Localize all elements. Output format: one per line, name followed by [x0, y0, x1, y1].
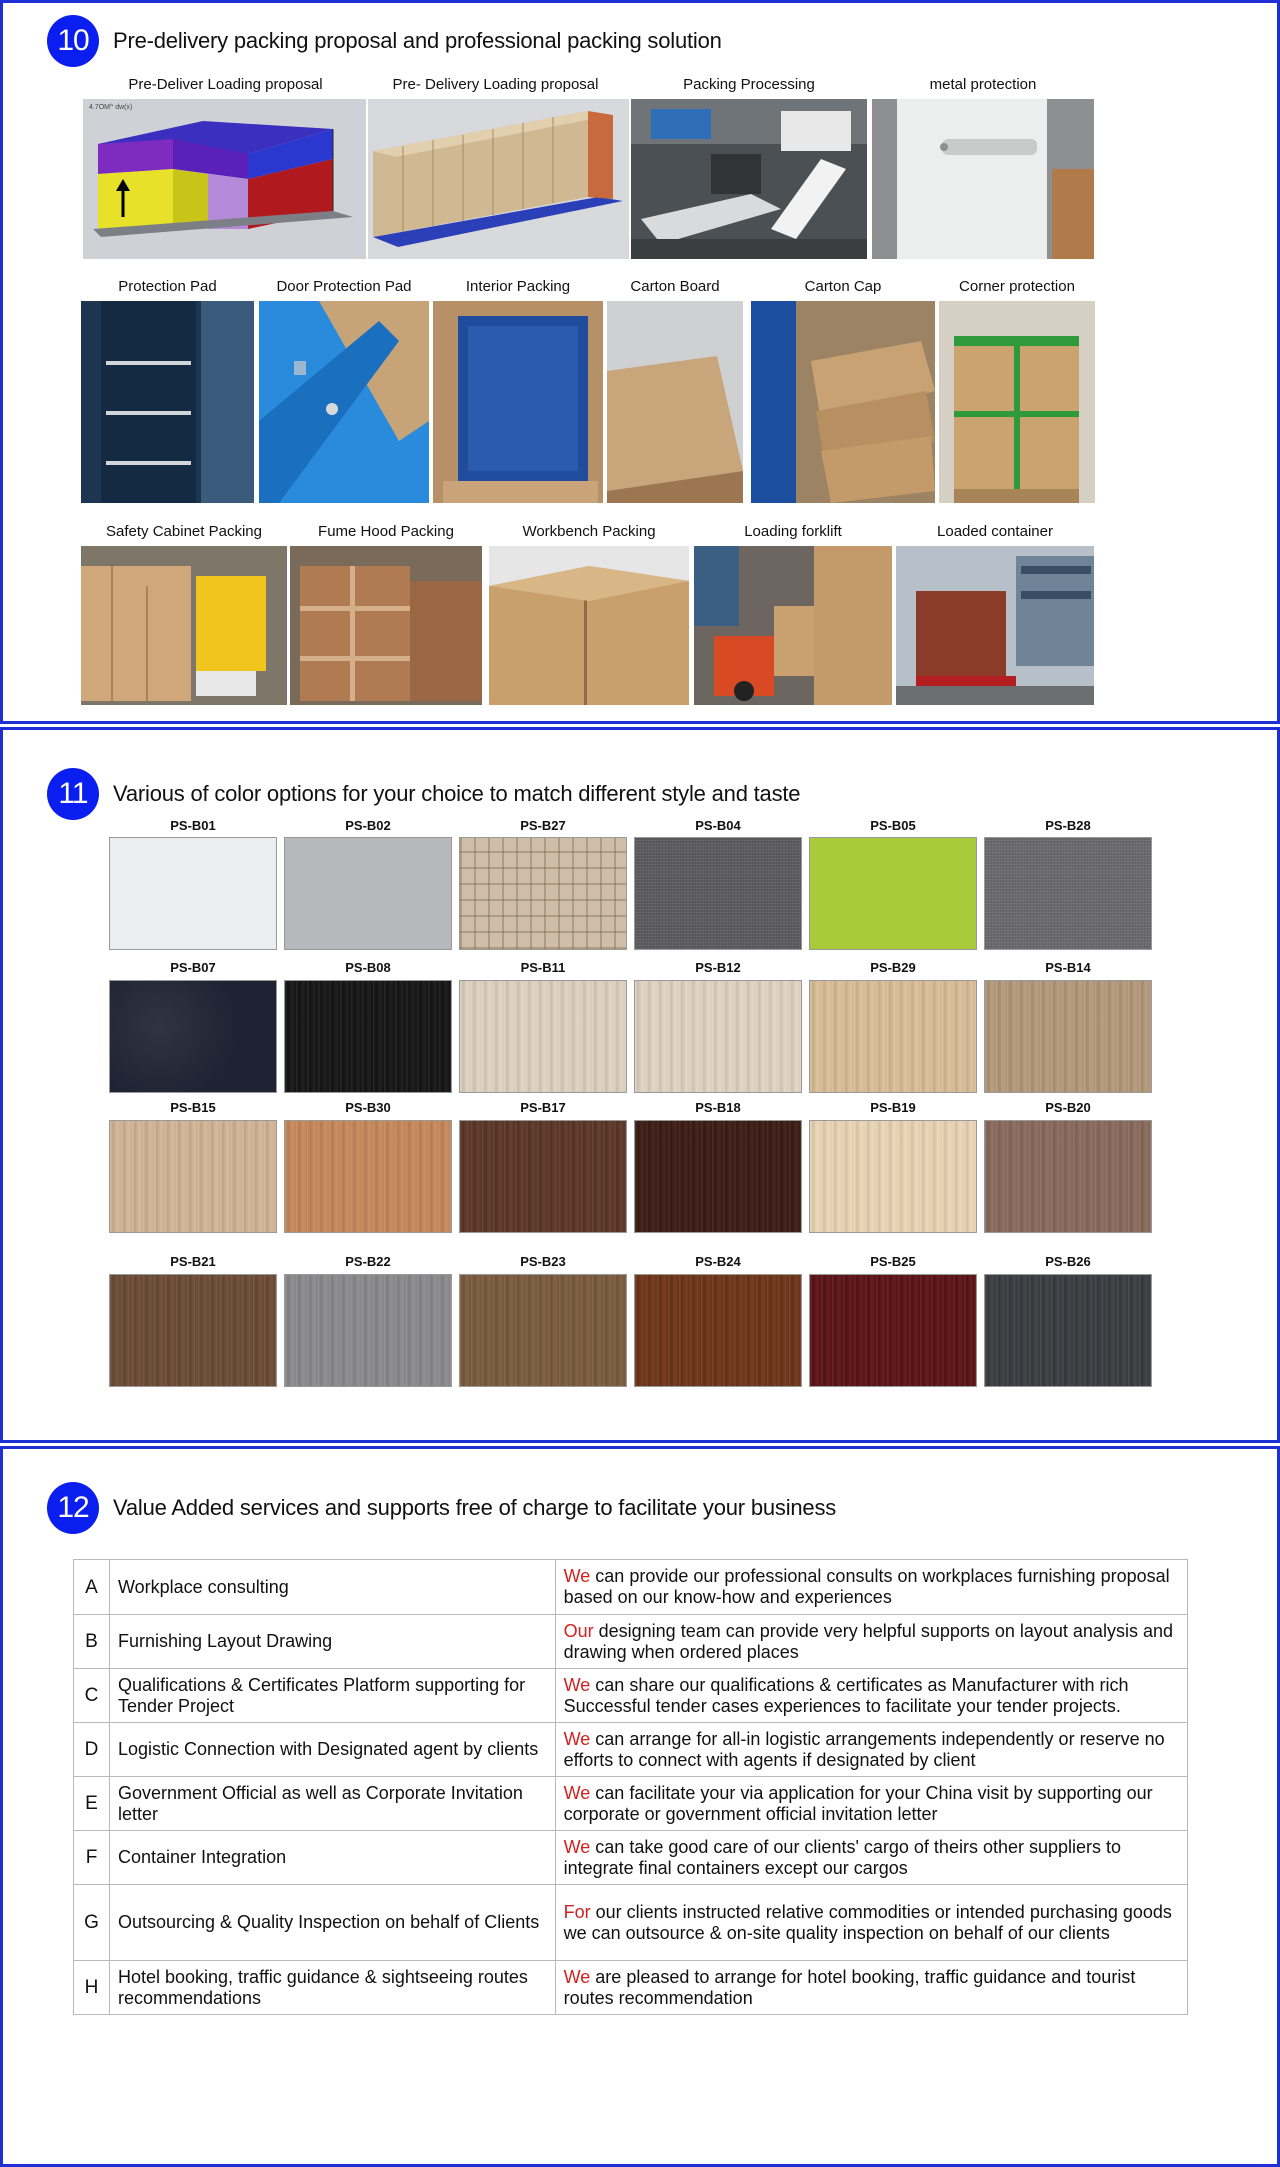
service-name: Qualifications & Certificates Platform supporting for Tender Project: [109, 1669, 555, 1723]
swatch-code: PS-B07: [170, 960, 216, 975]
color-swatch: [459, 837, 627, 950]
swatch-code: PS-B27: [520, 818, 566, 833]
description-text: can share our qualifications & certificates as Manufacturer with rich Successful tender cases experiences to facilitate your tender projects.: [563, 1674, 1129, 1716]
swatch-code: PS-B19: [870, 1100, 916, 1115]
service-description: [555, 1723, 1187, 1777]
swatch-code: PS-B20: [1045, 1100, 1091, 1115]
photo-caption: Workbench Packing: [522, 523, 656, 540]
photo-caption: Pre-Deliver Loading proposal: [128, 76, 323, 93]
section-value-added-services: [0, 1446, 1280, 2167]
carton-board-photo: [607, 301, 743, 503]
swatch-code: PS-B05: [870, 818, 916, 833]
metal-protection-photo: [872, 99, 1094, 259]
swatch-code: PS-B25: [870, 1254, 916, 1269]
section-heading: [47, 1482, 836, 1534]
carton-cap-photo: [751, 301, 935, 503]
color-swatch: [284, 980, 452, 1093]
interior-packing-photo: [433, 301, 603, 503]
service-letter: F: [74, 1831, 110, 1885]
photo-caption: Carton Cap: [804, 278, 882, 295]
service-name: Workplace consulting: [109, 1560, 555, 1615]
service-row: [74, 1669, 1188, 1723]
service-description: [555, 1885, 1187, 1961]
service-description: [555, 1831, 1187, 1885]
description-lead-word: Our: [563, 1620, 594, 1641]
color-swatch: [459, 980, 627, 1093]
photo-caption: Loading forklift: [744, 523, 842, 540]
photo-caption: Protection Pad: [118, 278, 217, 295]
description-lead-word: We: [563, 1966, 591, 1987]
color-swatch: [984, 1274, 1152, 1387]
service-name: Outsourcing & Quality Inspection on behalf of Clients: [109, 1885, 555, 1961]
description-text: designing team can provide very helpful supports on layout analysis and drawing when ordered places: [563, 1620, 1173, 1662]
color-swatch: [634, 837, 802, 950]
workbench-packing-photo: [489, 546, 689, 705]
packing-processing-photo: [631, 99, 867, 259]
color-swatch: [634, 980, 802, 1093]
service-letter: B: [74, 1615, 110, 1669]
services-table: [73, 1559, 1188, 2015]
description-text: are pleased to arrange for hotel booking, traffic guidance and tourist routes recommendation: [563, 1966, 1136, 2008]
photo-caption: Corner protection: [959, 278, 1075, 295]
photo-caption: Interior Packing: [465, 278, 571, 295]
swatch-code: PS-B18: [695, 1100, 741, 1115]
service-row: [74, 1961, 1188, 2015]
color-swatch: [109, 1274, 277, 1387]
swatch-code: PS-B15: [170, 1100, 216, 1115]
swatch-code: PS-B14: [1045, 960, 1091, 975]
color-swatch: [109, 980, 277, 1093]
diagram-label: 4.7OM^ dw(x): [89, 104, 133, 111]
photo-caption: Door Protection Pad: [276, 278, 412, 295]
color-swatch: [109, 1120, 277, 1233]
photo-caption: Fume Hood Packing: [318, 523, 454, 540]
description-text: can provide our professional consults on workplaces furnishing proposal based on our know-how and experiences: [563, 1566, 1170, 1607]
color-swatch: [984, 837, 1152, 950]
swatch-code: PS-B01: [170, 818, 216, 833]
description-text: can take good care of our clients' cargo of theirs other suppliers to integrate final containers except our cargos: [563, 1836, 1122, 1878]
loaded-container-photo: [896, 546, 1094, 705]
service-description: [555, 1669, 1187, 1723]
service-letter: A: [74, 1560, 110, 1615]
swatch-code: PS-B26: [1045, 1254, 1091, 1269]
photo-caption: Packing Processing: [683, 76, 815, 93]
door-protection-pad-photo: [259, 301, 429, 503]
color-swatch: [459, 1274, 627, 1387]
color-swatch: [634, 1274, 802, 1387]
color-swatch: [459, 1120, 627, 1233]
swatch-code: PS-B23: [520, 1254, 566, 1269]
corner-protection-photo: [939, 301, 1095, 503]
swatch-code: PS-B02: [345, 818, 391, 833]
description-lead-word: We: [563, 1836, 591, 1857]
swatch-code: PS-B24: [695, 1254, 741, 1269]
description-lead-word: For: [563, 1901, 591, 1922]
color-swatch: [284, 1120, 452, 1233]
service-letter: H: [74, 1961, 110, 2015]
photo-caption: Safety Cabinet Packing: [106, 523, 262, 540]
service-row: [74, 1777, 1188, 1831]
service-letter: E: [74, 1777, 110, 1831]
swatch-code: PS-B29: [870, 960, 916, 975]
service-row: [74, 1560, 1188, 1615]
service-name: Furnishing Layout Drawing: [109, 1615, 555, 1669]
loading-proposal-container-image: [368, 99, 629, 259]
service-row: [74, 1723, 1188, 1777]
description-lead-word: We: [563, 1566, 591, 1586]
description-lead-word: We: [563, 1674, 591, 1695]
section-packing: [0, 0, 1280, 724]
service-letter: D: [74, 1723, 110, 1777]
swatch-code: PS-B12: [695, 960, 741, 975]
color-swatch: [109, 837, 277, 950]
section-title: Pre-delivery packing proposal and professional packing solution: [113, 28, 722, 53]
section-heading: [47, 768, 800, 820]
loading-forklift-photo: [694, 546, 892, 705]
color-swatch: [809, 837, 977, 950]
swatch-code: PS-B08: [345, 960, 391, 975]
swatch-code: PS-B17: [520, 1100, 566, 1115]
color-swatch: [809, 980, 977, 1093]
color-swatch: [284, 1274, 452, 1387]
color-swatch: [984, 980, 1152, 1093]
description-text: our clients instructed relative commodities or intended purchasing goods we can outsource & on-site quality inspection on behalf of our clients: [563, 1901, 1172, 1943]
color-swatch: [809, 1120, 977, 1233]
section-title: Value Added services and supports free of charge to facilitate your business: [113, 1495, 837, 1520]
service-description: [555, 1777, 1187, 1831]
section-title: Various of color options for your choice to match different style and taste: [113, 781, 801, 806]
service-description: [555, 1615, 1187, 1669]
service-letter: G: [74, 1885, 110, 1961]
service-name: Hotel booking, traffic guidance & sightseeing routes recommendations: [109, 1961, 555, 2015]
safety-cabinet-packing-photo: [81, 546, 287, 705]
section-color-options: [0, 727, 1280, 1443]
swatch-code: PS-B21: [170, 1254, 216, 1269]
photo-caption: Pre- Delivery Loading proposal: [392, 76, 599, 93]
description-text: can facilitate your via application for your China visit by supporting our corporate or government official invitation letter: [563, 1782, 1153, 1824]
description-lead-word: We: [563, 1728, 591, 1749]
swatch-code: PS-B28: [1045, 818, 1091, 833]
loading-proposal-3d-image: [83, 99, 366, 259]
service-row: [74, 1615, 1188, 1669]
photo-caption: Carton Board: [630, 278, 720, 295]
service-name: Government Official as well as Corporate Invitation letter: [109, 1777, 555, 1831]
service-row: [74, 1885, 1188, 1961]
swatch-code: PS-B22: [345, 1254, 391, 1269]
description-text: can arrange for all-in logistic arrangements independently or reserve no efforts to connect with agents if designated by client: [563, 1728, 1165, 1770]
color-swatch: [809, 1274, 977, 1387]
photo-caption: metal protection: [929, 76, 1037, 93]
service-row: [74, 1831, 1188, 1885]
service-name: Logistic Connection with Designated agent by clients: [109, 1723, 555, 1777]
color-swatch: [284, 837, 452, 950]
service-description: [555, 1560, 1187, 1615]
swatch-code: PS-B04: [695, 818, 741, 833]
photo-caption: Loaded container: [937, 523, 1053, 540]
protection-pad-photo: [81, 301, 254, 503]
service-name: Container Integration: [109, 1831, 555, 1885]
section-number-badge: 12: [47, 1482, 99, 1534]
color-swatch: [634, 1120, 802, 1233]
description-lead-word: We: [563, 1782, 591, 1803]
section-heading: [47, 15, 722, 67]
fume-hood-packing-photo: [290, 546, 482, 705]
color-swatch: [984, 1120, 1152, 1233]
service-letter: C: [74, 1669, 110, 1723]
swatch-code: PS-B11: [520, 960, 566, 975]
service-description: [555, 1961, 1187, 2015]
section-number-badge: 11: [47, 768, 99, 820]
section-number-badge: 10: [47, 15, 99, 67]
swatch-code: PS-B30: [345, 1100, 391, 1115]
